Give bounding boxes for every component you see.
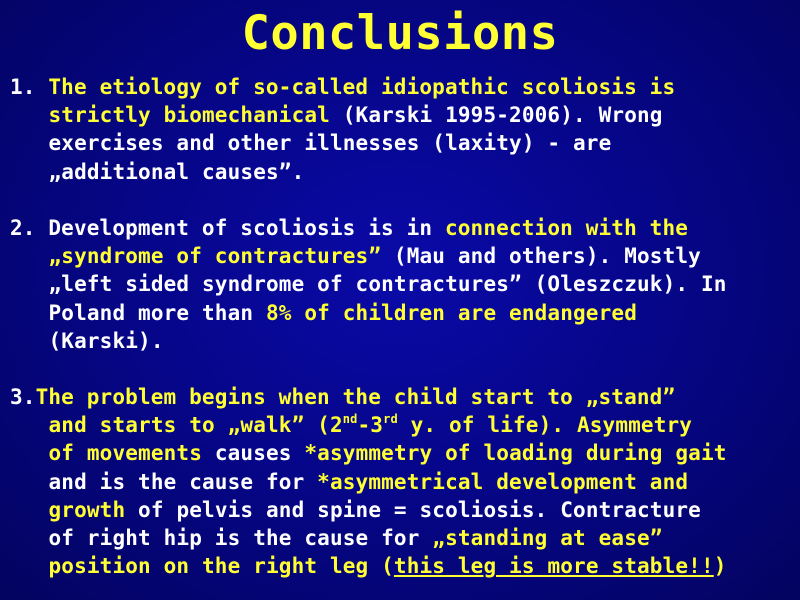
p3-highlight-6: „standing at ease”	[432, 526, 663, 550]
p3-underlined: this leg is more stable!!	[393, 554, 714, 579]
p1-text-2: (Karski 1995-2006). Wrong	[329, 103, 663, 128]
p3-line-4	[10, 468, 800, 496]
slide-title: Conclusions	[241, 6, 559, 61]
slide-body	[10, 73, 800, 580]
paragraph-gap	[10, 186, 800, 214]
p3-line-1	[10, 383, 800, 411]
p3-highlight-3b: *asymmetry of loading during gait	[304, 441, 727, 466]
p3-paren-open: (	[381, 554, 394, 579]
p1-highlight-2: strictly biomechanical	[48, 103, 330, 128]
p1-line-3: exercises and other illnesses (laxity) - are	[48, 131, 612, 156]
p2-line-2	[10, 242, 800, 270]
p3-highlight-3a: of movements	[48, 441, 203, 466]
p2-highlight-2: „syndrome of contractures”	[48, 244, 382, 269]
p3-text-5: of pelvis and spine = scoliosis. Contracture	[125, 497, 701, 522]
p2-text-2: (Mau and others). Mostly	[381, 244, 701, 269]
p1-line-2	[10, 101, 800, 129]
p1-line-4: „additional causes”.	[48, 159, 305, 184]
p3-line-2	[10, 411, 800, 439]
p3-text-7: position on the right leg	[48, 554, 382, 579]
p1-number: 1.	[10, 75, 49, 99]
p3-paren-close: )	[713, 554, 727, 579]
p3-text-4: and is the cause for	[48, 469, 318, 494]
p2-highlight-4: 8% of children are endangered	[265, 300, 637, 325]
p3-highlight-4: *asymmetrical development and	[317, 469, 689, 494]
p3-line-5	[10, 496, 800, 524]
p3-text-6: of right hip is the cause for	[48, 526, 433, 550]
p3-text-2a: and starts to „walk” (2	[48, 413, 343, 438]
p3-text-2c: y. of life). Asymmetry	[397, 413, 693, 438]
p3-line-3	[10, 439, 800, 467]
p3-highlight-5: growth	[48, 497, 126, 522]
p3-text-2b: -3	[357, 413, 384, 438]
p3-line-7	[10, 552, 800, 580]
p2-line-3: „left sided syndrome of contractures” (Oleszczuk). In	[48, 272, 727, 297]
p3-number: 3.	[10, 385, 36, 410]
p3-highlight-1: The problem begins when the child start to „stand”	[35, 385, 676, 410]
p2-line-5: (Karski).	[48, 328, 164, 353]
p3-sup-rd: rd	[383, 412, 398, 427]
p3-sup-nd: nd	[342, 412, 358, 427]
p1-highlight-1: The etiology of so-called idiopathic scoliosis is	[48, 75, 676, 99]
p2-highlight-1: connection with the	[444, 215, 689, 240]
p2-line-1	[10, 214, 800, 242]
paragraph-gap	[10, 355, 800, 383]
p3-line-6	[10, 524, 800, 552]
p3-text-3: causes	[202, 441, 305, 466]
p2-text-4: Poland more than	[48, 300, 266, 325]
p2-text-1: 2. Development of scoliosis is in	[10, 215, 445, 240]
p2-line-4	[10, 299, 800, 327]
p1-line-1	[10, 73, 800, 101]
